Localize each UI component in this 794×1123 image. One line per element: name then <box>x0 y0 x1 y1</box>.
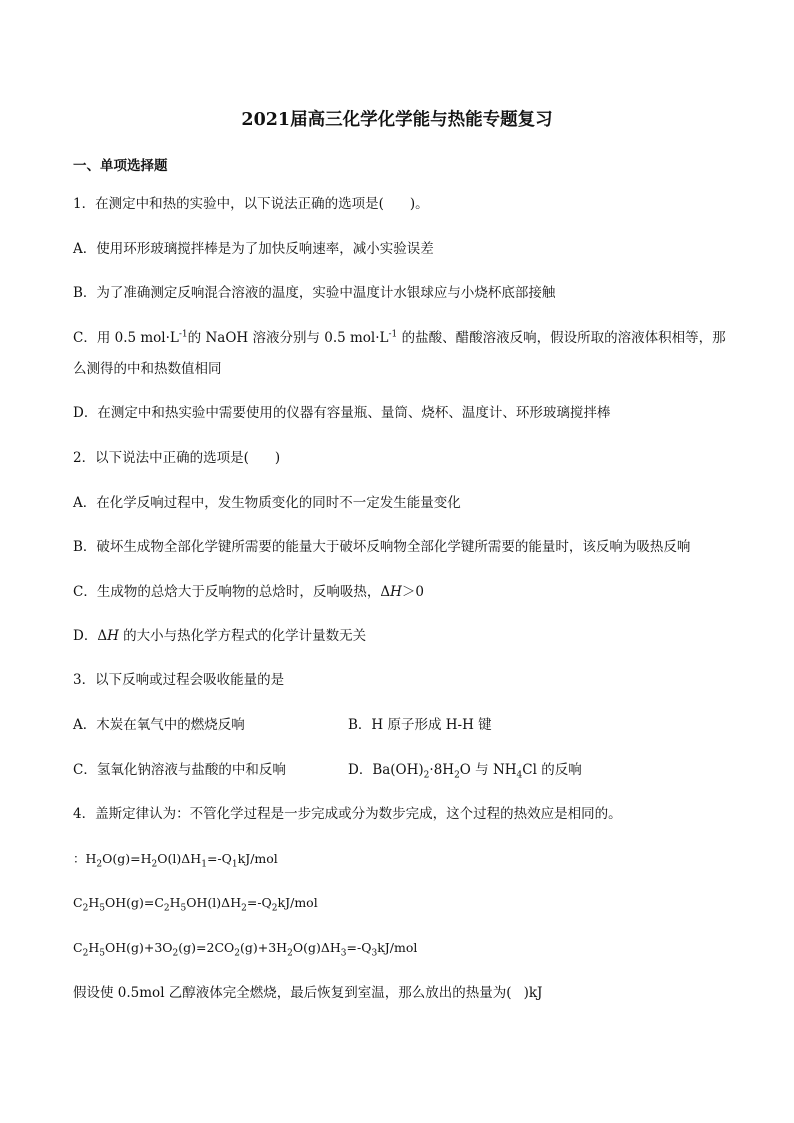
q1-stem: 1．在测定中和热的实验中，以下说法正确的选项是( )。 <box>73 196 429 212</box>
q2-option-b: B．破坏生成物全部化学键所需要的能量大于破坏反响物全部化学键所需要的能量时，该反响为吸热反响 <box>73 539 691 555</box>
q4-equation-1: ：$H_2O(g)=H_2O(l)\Delta H_1=-Q_1kJ$/mol <box>73 851 278 870</box>
q1-option-a: A．使用环形玻璃搅拌棒是为了加快反响速率，减小实验误差 <box>73 241 434 257</box>
q3-option-c: C．氢氧化钠溶液与盐酸的中和反响 <box>73 762 286 778</box>
q1-option-d: D．在测定中和热实验中需要使用的仪器有容量瓶、量筒、烧杯、温度计、环形玻璃搅拌棒 <box>73 405 611 421</box>
q1-option-c: C．用 0.5 $mol\cdot L^{-1}$的 NaOH 溶液分别与 0.5 $mol\cdot L^{-1}$ 的盐酸、醋酸溶液反响，假设所取的溶液体积相等，那 <box>73 329 726 346</box>
q1-option-b: B．为了准确测定反响混合溶液的温度，实验中温度计水银球应与小烧杯底部接触 <box>73 285 556 301</box>
q3-stem: 3．以下反响或过程会吸收能量的是 <box>73 672 285 688</box>
q4-stem: 4．盖斯定律认为：不管化学过程是一步完成或分为数步完成，这个过程的热效应是相同的。 <box>73 806 622 822</box>
q4-equation-3: $C_2H_5OH(g)+3O_2(g)=2CO_2(g)+3H_2O(g)\Delta H_3=-Q_3kJ$/mol <box>73 940 418 959</box>
q3-option-d: D．$Ba(OH)_2\cdot 8H_2O$ 与 $NH_4Cl$ 的反响 <box>348 762 582 781</box>
page-title: 2021届高三化学化学能与热能专题复习 <box>241 110 553 130</box>
q2-option-d: D．ΔH 的大小与热化学方程式的化学计量数无关 <box>73 628 367 644</box>
q3-option-b: B．H 原子形成 H-H 键 <box>348 717 492 733</box>
section-heading: 一、单项选择题 <box>73 158 168 174</box>
q4-equation-2: $C_2H_5OH(g)=C_2H_5OH(l)\Delta H_2=-Q_2kJ$/mol <box>73 895 318 914</box>
q2-option-a: A．在化学反响过程中，发生物质变化的同时不一定发生能量变化 <box>73 495 461 511</box>
q3-option-a: A．木炭在氧气中的燃烧反响 <box>73 717 245 733</box>
q2-option-c: C．生成物的总焓大于反响物的总焓时，反响吸热，ΔH＞0 <box>73 584 424 600</box>
q1-option-c-cont: 么测得的中和热数值相同 <box>73 361 222 377</box>
q2-stem: 2．以下说法中正确的选项是( ) <box>73 450 281 466</box>
q4-question: 假设使 0.5mol 乙醇液体完全燃烧，最后恢复到室温，那么放出的热量为( )kJ <box>73 985 543 1001</box>
